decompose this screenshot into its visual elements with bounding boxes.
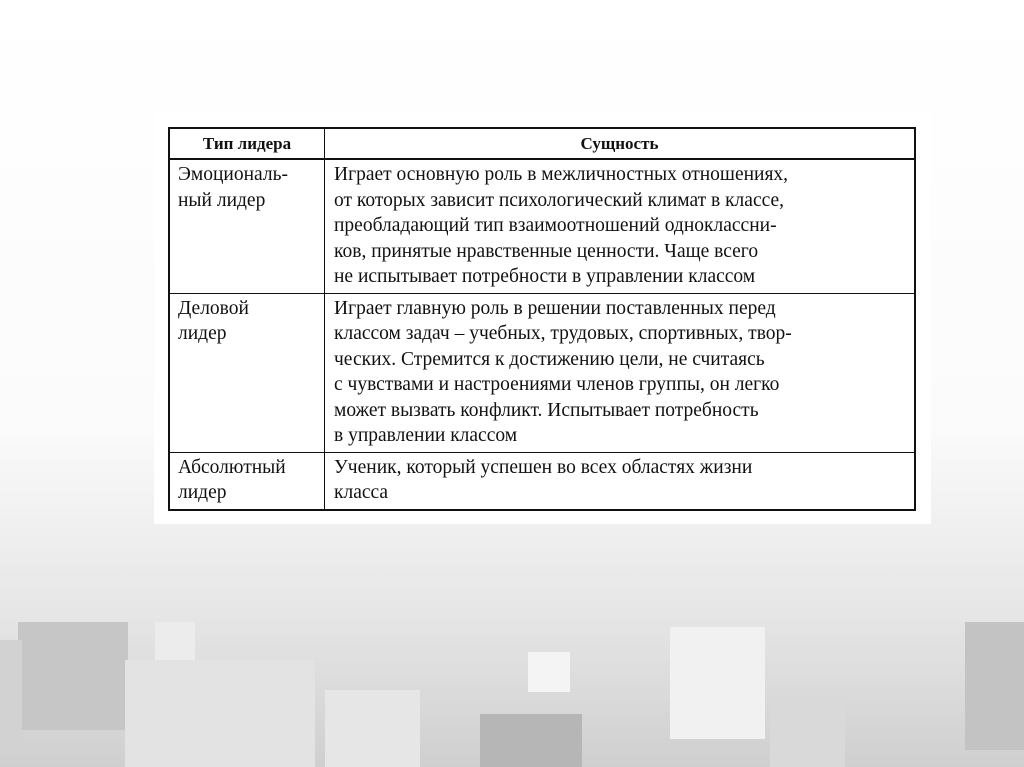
text-line: Деловой [178,297,249,319]
slide-content [154,112,931,524]
leader-essence-cell [325,452,916,510]
leader-type-cell [169,293,325,452]
text-line: Играет основную роль в межличностных отношениях, [334,164,789,185]
decor-square [670,627,765,739]
text-line: преобладающий тип взаимоотношений одноклассни- [334,215,777,236]
text-line: классом задач – учебных, трудовых, спортивных, твор- [334,323,792,344]
text-line: ков, принятые нравственные ценности. Чаще всего [334,240,759,262]
leader-type-cell [169,159,325,293]
leader-types-table [168,127,916,511]
decor-square [480,714,582,767]
text-line: Играет главную роль в решении поставленных перед [334,297,776,319]
text-line: ческих. Стремится к достижению цели, не считаясь [334,348,765,370]
table-header-row [169,128,915,159]
text-line: Абсолютный [178,456,286,478]
leader-type-cell [169,452,325,510]
header-type: Тип лидера [169,128,325,159]
table-row [169,159,915,293]
decor-square [770,700,845,767]
text-line: лидер [178,323,227,344]
text-line: в управлении классом [334,425,518,446]
text-line: не испытывает потребности в управлении классом [334,266,756,287]
text-line: класса [334,482,389,503]
decor-square [528,652,570,692]
text-line: лидер [178,482,227,503]
text-line: ный лидер [178,189,266,211]
text-line: от которых зависит психологический климат в классе, [334,189,785,211]
text-line: с чувствами и настроениями членов группы, он легко [334,374,780,395]
decor-square [965,622,1024,750]
leader-essence-cell [325,159,916,293]
leader-essence-cell [325,293,916,452]
decor-square [125,660,315,767]
decor-square [155,622,195,662]
text-line: может вызвать конфликт. Испытывает потребность [334,399,759,421]
text-line: Эмоциональ- [178,164,288,185]
header-essence: Сущность [325,128,916,159]
text-line: Ученик, который успешен во всех областях жизни [334,456,753,478]
table-row [169,293,915,452]
decor-square [325,690,420,767]
table-row [169,452,915,510]
decor-square [0,640,22,740]
decor-square [18,622,128,730]
